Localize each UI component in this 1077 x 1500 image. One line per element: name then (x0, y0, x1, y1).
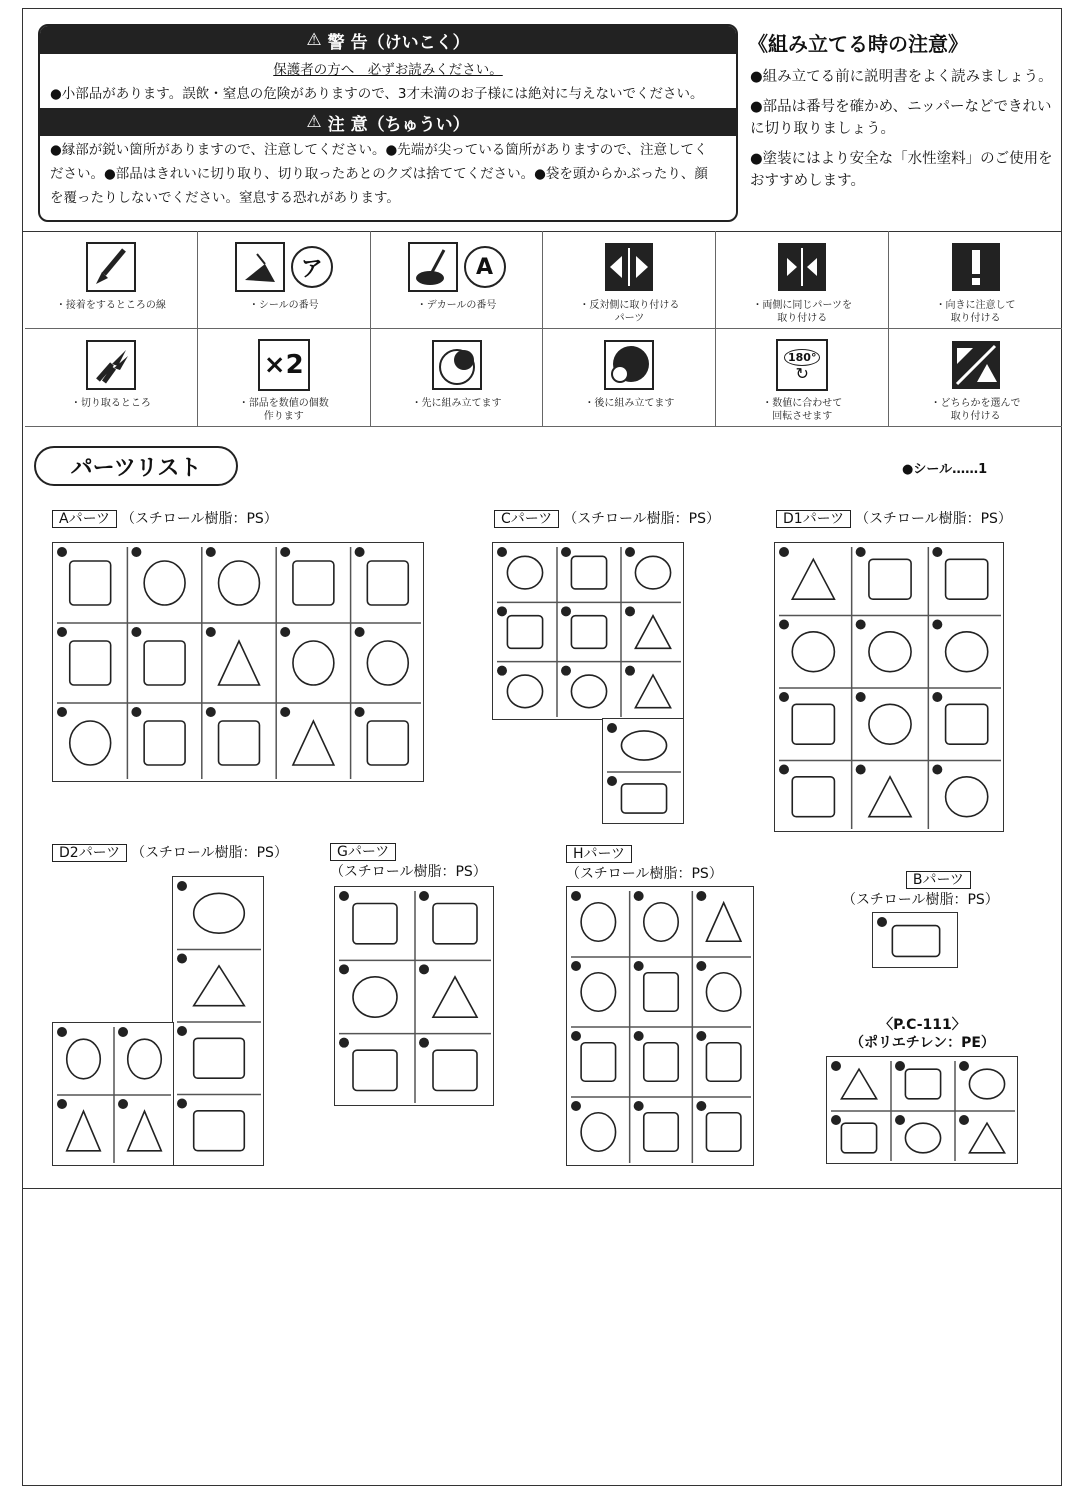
legend-multiply (198, 329, 371, 427)
runner-h-diagram (566, 886, 754, 1166)
runner-a-name: Aパーツ (52, 510, 117, 528)
seal-count: ●シール……1 (902, 462, 988, 477)
assemble-later-icon (604, 340, 654, 390)
exclamation-icon (951, 242, 1001, 292)
legend-caption: ・どちらかを選んで 取り付ける (930, 398, 1021, 422)
assembly-notice-title: 《組み立てる時の注意》 (748, 32, 968, 56)
runner-g-art (335, 887, 495, 1107)
decal-icon (408, 242, 458, 292)
caution-line-1: ●縁部が鋭い箇所がありますので、注意してください。●先端が尖っている箇所がありますので、注意してく (50, 142, 708, 158)
legend-caption: ・向きに注意して 取り付ける (935, 300, 1016, 324)
legend-caption: ・反対側に取り付ける パーツ (579, 300, 680, 324)
runner-b-name: Bパーツ (906, 871, 971, 889)
runner-b-material: （スチロール樹脂：PS） (842, 892, 999, 908)
opposite-side-icon (604, 242, 654, 292)
multiply-icon: ×2 (258, 339, 310, 391)
runner-d2-ext-art (53, 1023, 175, 1167)
divider-bottom (22, 1188, 1062, 1189)
runner-pc-diagram (826, 1056, 1018, 1164)
caution-title: 注 意（ちゅうい） (327, 114, 470, 135)
runner-d2-name: D2パーツ (52, 844, 127, 862)
runner-d2-material: （スチロール樹脂：PS） (131, 845, 288, 861)
caution-line-2: ださい。●部品はきれいに切り取り、切り取ったあとのクズは捨ててください。●袋を頭からかぶったり、顔 (50, 166, 708, 182)
caution-triangle-icon: ⚠ (306, 112, 322, 132)
runner-d2-label (52, 842, 288, 862)
assembly-notice-list (750, 66, 1055, 200)
runner-c-art (493, 543, 685, 721)
sticker-icon (235, 242, 285, 292)
legend-rotate (716, 329, 889, 427)
runner-g-material: （スチロール樹脂：PS） (330, 864, 487, 880)
runner-g-diagram (334, 886, 494, 1106)
legend-caption: ・数値に合わせて 回転させます (762, 398, 843, 422)
legend-sticker (198, 231, 371, 329)
guardian-notice: 保護者の方へ 必ずお読みください。 (273, 62, 503, 78)
runner-d2-extension (52, 1022, 174, 1166)
assemble-first-icon (432, 340, 482, 390)
legend-glue (25, 231, 198, 329)
runner-c-diagram (492, 542, 684, 720)
icon-legend (25, 231, 1062, 427)
notice-item: ●塗装にはより安全な「水性塗料」のご使用をおすすめします。 (750, 151, 1053, 189)
legend-cut (25, 329, 198, 427)
runner-a-art (53, 543, 425, 783)
runner-h-art (567, 887, 755, 1167)
runner-pc-material: （ポリエチレン：PE） (850, 1035, 995, 1051)
legend-opposite (543, 231, 716, 329)
warning-box (38, 24, 738, 222)
both-sides-icon (777, 242, 827, 292)
runner-c-name: Cパーツ (494, 510, 559, 528)
legend-caption: ・切り取るところ (70, 398, 151, 409)
runner-a-material: （スチロール樹脂：PS） (121, 511, 278, 527)
runner-d1-label (776, 508, 1012, 528)
runner-d2-art (173, 877, 265, 1167)
legend-direction (889, 231, 1062, 329)
warning-triangle-icon: ⚠ (306, 30, 322, 50)
glue-brush-icon (86, 242, 136, 292)
legend-caption: ・両側に同じパーツを 取り付ける (752, 300, 853, 324)
runner-pc-art (827, 1057, 1019, 1165)
notice-item: ●部品は番号を確かめ、ニッパーなどできれいに切り取りましょう。 (750, 99, 1052, 137)
runner-a-diagram (52, 542, 424, 782)
runner-c-material: （スチロール樹脂：PS） (563, 511, 720, 527)
rotate-icon (776, 339, 828, 391)
runner-d1-art (775, 543, 1005, 833)
rotate-degree: 180° (784, 349, 820, 366)
runner-g-name: Gパーツ (330, 843, 396, 861)
choose-one-icon (951, 340, 1001, 390)
runner-d1-material: （スチロール樹脂：PS） (855, 511, 1012, 527)
legend-caption: ・シールの番号 (248, 300, 319, 311)
legend-caption: ・デカールの番号 (416, 300, 497, 311)
runner-pc-label (850, 1016, 995, 1052)
warning-header (40, 26, 736, 54)
legend-caption: ・後に組み立てます (584, 398, 675, 409)
caution-header (40, 108, 736, 136)
runner-g-label (330, 842, 487, 882)
runner-b-diagram (872, 912, 958, 968)
runner-h-label (566, 844, 723, 884)
parts-list-title: パーツリスト (34, 446, 238, 486)
legend-caption: ・先に組み立てます (411, 398, 502, 409)
legend-both (716, 231, 889, 329)
legend-later (543, 329, 716, 427)
runner-c-extension (602, 718, 684, 824)
legend-choose (889, 329, 1062, 427)
runner-h-material: （スチロール樹脂：PS） (566, 866, 723, 882)
notice-item: ●組み立てる前に説明書をよく読みましょう。 (750, 69, 1053, 85)
warning-line-1: ●小部品があります。誤飲・窒息の危険がありますので、3才未満のお子様には絶対に与えないでください。 (50, 86, 704, 102)
legend-caption: ・接着をするところの線 (55, 300, 166, 311)
runner-d1-name: D1パーツ (776, 510, 851, 528)
nipper-icon (86, 340, 136, 390)
rotate-arrow-icon: ↻ (795, 363, 809, 383)
runner-c-label (494, 508, 720, 528)
runner-pc-name: 〈P.C-111〉 (879, 1017, 966, 1033)
legend-caption: ・部品を数値の個数 作ります (238, 398, 329, 422)
legend-first (371, 329, 544, 427)
runner-b-art (873, 913, 959, 969)
runner-c-ext-art (603, 719, 685, 825)
decal-number-glyph: A (464, 246, 506, 288)
runner-a-label (52, 508, 278, 528)
sticker-number-glyph: ア (291, 246, 333, 288)
runner-d2-diagram (172, 876, 264, 1166)
caution-line-3: を覆ったりしないでください。窒息する恐れがあります。 (50, 190, 400, 206)
runner-d1-diagram (774, 542, 1004, 832)
legend-decal (371, 231, 544, 329)
runner-h-name: Hパーツ (566, 845, 632, 863)
warning-title: 警 告（けいこく） (327, 32, 470, 53)
runner-b-label (842, 870, 999, 910)
